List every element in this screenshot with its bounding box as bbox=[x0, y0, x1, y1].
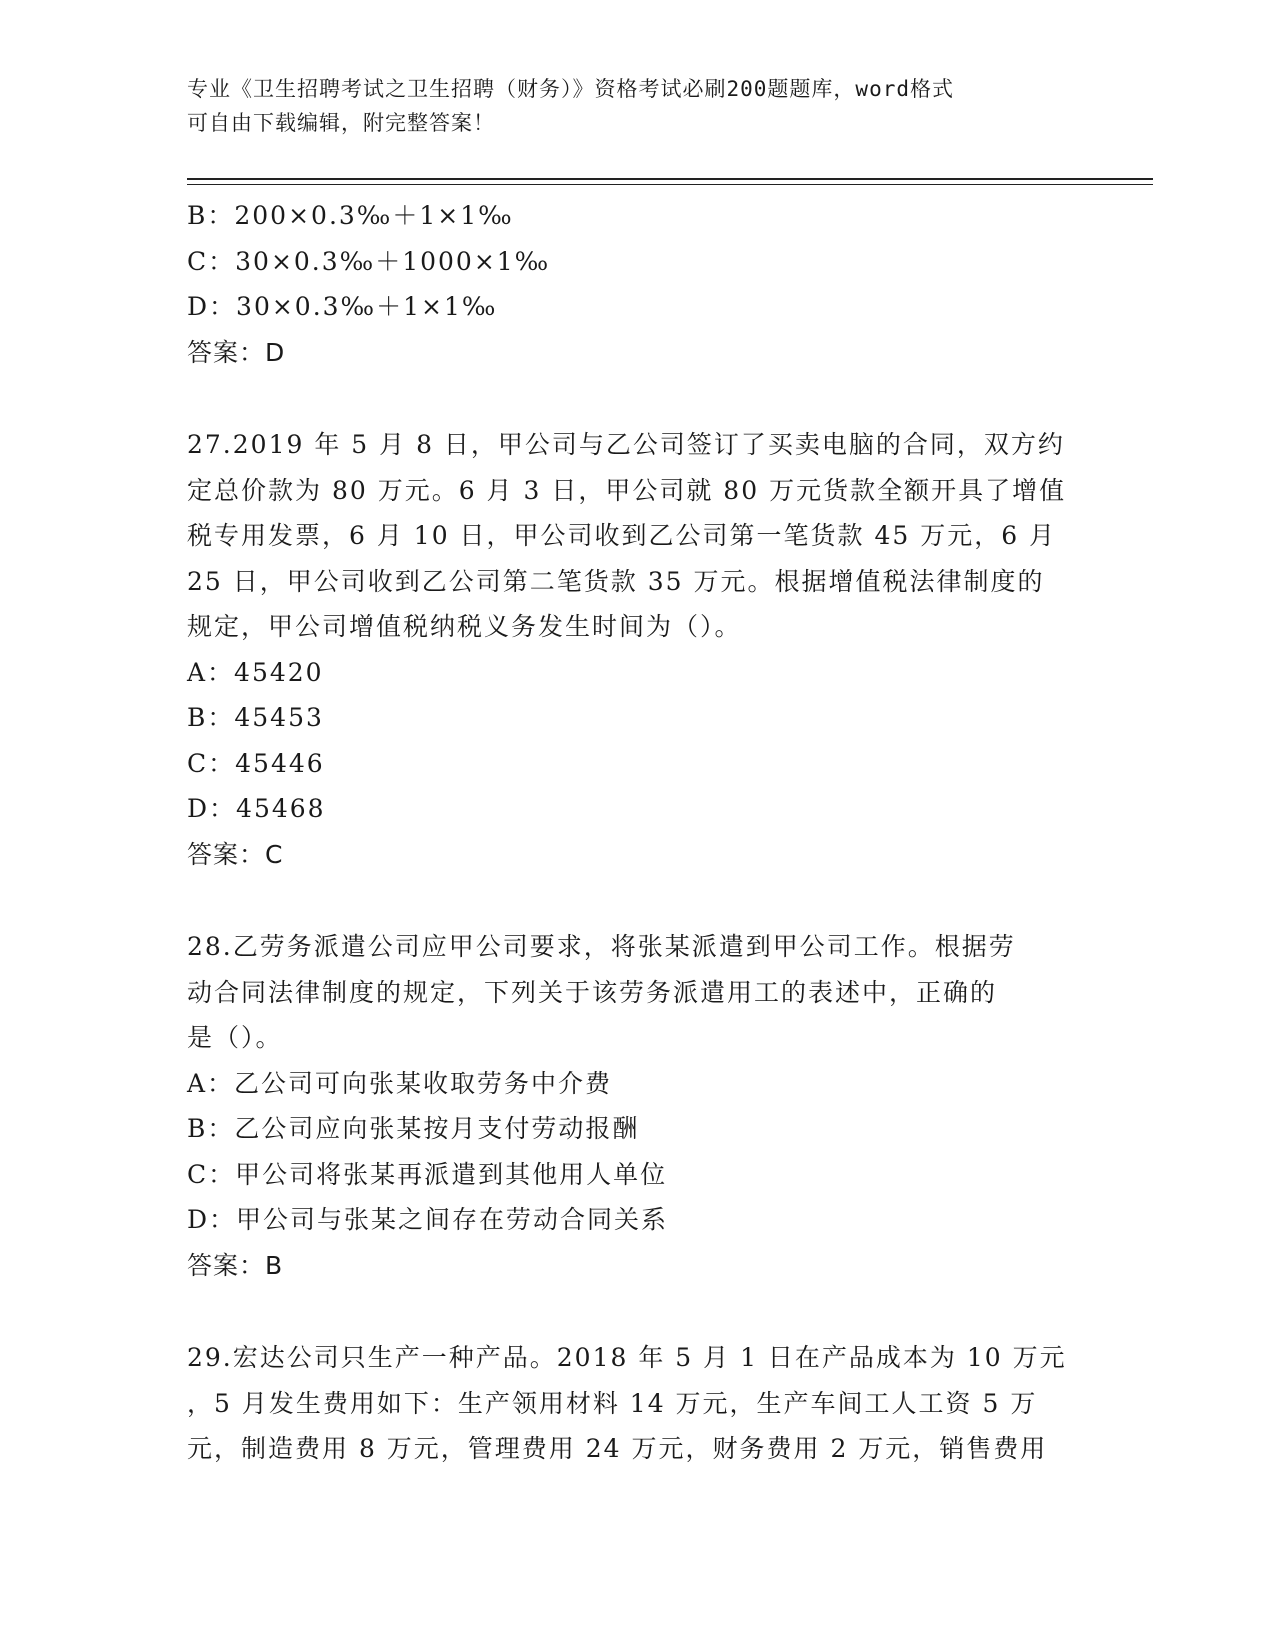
question-stem-line: 27.2019 年 5 月 8 日，甲公司与乙公司签订了买卖电脑的合同，双方约 bbox=[187, 430, 1065, 459]
question-28 bbox=[187, 924, 1087, 1288]
option-b: B：45453 bbox=[187, 703, 324, 732]
question-stem-line: 税专用发票，6 月 10 日，甲公司收到乙公司第一笔货款 45 万元，6 月 bbox=[187, 521, 1057, 550]
spacer bbox=[187, 375, 1087, 422]
header-title-line-1: 专业《卫生招聘考试之卫生招聘（财务）》资格考试必刷200题题库，word格式 bbox=[187, 77, 954, 101]
option-a: A：乙公司可向张某收取劳务中介费 bbox=[187, 1068, 613, 1098]
option-d: D：45468 bbox=[187, 794, 326, 823]
option-a: A：45420 bbox=[187, 657, 324, 687]
question-stem-line: 动合同法律制度的规定，下列关于该劳务派遣用工的表述中，正确的 bbox=[187, 977, 998, 1007]
question-stem-line: ，5 月发生费用如下：生产领用材料 14 万元，生产车间工人工资 5 万 bbox=[187, 1388, 1038, 1418]
question-stem-line: 元，制造费用 8 万元，管理费用 24 万元，财务费用 2 万元，销售费用 bbox=[187, 1434, 1048, 1463]
option-d: D：30×0.3‰＋1×1‰ bbox=[187, 292, 498, 321]
option-b: B：乙公司应向张某按月支付劳动报酬 bbox=[187, 1114, 640, 1143]
option-c: C：甲公司将张某再派遣到其他用人单位 bbox=[187, 1159, 668, 1189]
question-stem-line: 定总价款为 80 万元。6 月 3 日，甲公司就 80 万元货款全额开具了增值 bbox=[187, 475, 1067, 505]
question-27 bbox=[187, 422, 1087, 877]
header-title-line-2: 可自由下载编辑，附完整答案！ bbox=[187, 111, 495, 135]
option-c: C：45446 bbox=[187, 748, 325, 778]
spacer bbox=[187, 1288, 1087, 1335]
question-stem-line: 25 日，甲公司收到乙公司第二笔货款 35 万元。根据增值税法律制度的 bbox=[187, 566, 1045, 596]
question-stem-line: 是（）。 bbox=[187, 1023, 283, 1052]
option-c: C：30×0.3‰＋1000×1‰ bbox=[187, 246, 551, 276]
header-divider-thick bbox=[187, 178, 1153, 180]
question-stem-line: 29.宏达公司只生产一种产品。2018 年 5 月 1 日在产品成本为 10 万元 bbox=[187, 1343, 1067, 1372]
spacer bbox=[187, 877, 1087, 924]
answer-line: 答案：B bbox=[187, 1250, 284, 1280]
header-divider-thin bbox=[187, 184, 1153, 185]
question-29 bbox=[187, 1335, 1087, 1472]
option-b: B：200×0.3‰＋1×1‰ bbox=[187, 201, 514, 230]
question-26-continued bbox=[187, 193, 1087, 375]
answer-line: 答案：C bbox=[187, 839, 284, 869]
question-stem-line: 规定，甲公司增值税纳税义务发生时间为（）。 bbox=[187, 612, 742, 641]
question-stem-line: 28.乙劳务派遣公司应甲公司要求，将张某派遣到甲公司工作。根据劳 bbox=[187, 932, 1016, 961]
document-body bbox=[187, 193, 1087, 1472]
document-header bbox=[187, 72, 1067, 140]
answer-line: 答案：D bbox=[187, 337, 286, 367]
option-d: D：甲公司与张某之间存在劳动合同关系 bbox=[187, 1205, 669, 1234]
